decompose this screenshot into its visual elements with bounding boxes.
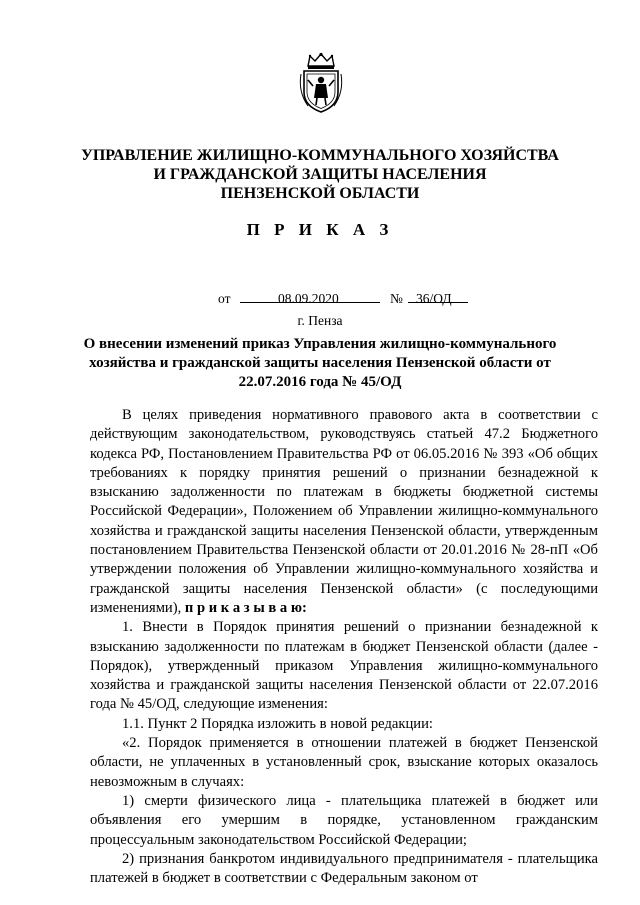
preamble-text: В целях приведения нормативного правового акта в соответствии с действующим законодательством, руководствуясь статьей 47.2 Бюджетного кодекса РФ, Постановлением Правительства РФ от 06.05.2016 № 393 «Об общих требованиях к порядку принятия решений о признании безнадежной к взысканию задолженности по платежам в бюджеты бюджетной системы Российской Федерации», Положением об Управлении жилищно-коммунального хозяйства и гражданской защиты населения Пензенской области, утвержденным постановлением Правительства Пензенской области от 20.01.2016 № 28-пП «Об утверждении положения об Управлении жилищно-коммунального хозяйства и гражданской защиты населения Пензенской области» (с последующими изменениями), [90, 407, 598, 616]
organization-header [60, 146, 580, 203]
order-word: п р и к а з ы в а ю: [184, 599, 307, 616]
number-underline [408, 302, 468, 303]
city: г. Пенза [297, 313, 343, 328]
body-paragraph-1: 1. Внести в Порядок принятия решений о признании безнадежной к взысканию задолженности по платежам в бюджет Пензенской области (далее - Порядок), утвержденный приказом Управления жилищно-коммунального хозяйства и гражданской защиты населения Пензенской области от 22.07.2016 года № 45/ОД, следующие изменения: [90, 619, 598, 713]
number-label: № [390, 291, 403, 306]
body-paragraph-1-1: 1.1. Пункт 2 Порядка изложить в новой редакции: [122, 715, 433, 732]
from-label: от [218, 291, 231, 306]
document-title [80, 335, 560, 392]
document-body [90, 406, 598, 888]
body-paragraph-item-1: 1) смерти физического лица - плательщика платежей в бюджет или объявления его умершим в порядке, установленном гражданским процессуальным законодательством Российской Федерации; [90, 792, 598, 848]
title-line-3: 22.07.2016 года № 45/ОД [238, 374, 402, 390]
title-line-2: хозяйства и гражданской защиты населения Пензенской области от [89, 355, 551, 371]
coat-of-arms-icon [296, 52, 346, 114]
header-line-1: УПРАВЛЕНИЕ ЖИЛИЩНО-КОММУНАЛЬНОГО ХОЗЯЙСТВА [81, 147, 559, 164]
document-date: 08.09.2020 [278, 291, 339, 306]
body-paragraph-preamble [90, 406, 598, 618]
header-line-3: ПЕНЗЕНСКОЙ ОБЛАСТИ [220, 185, 420, 202]
body-paragraph-quote: «2. Порядок применяется в отношении платежей в бюджет Пензенской области, не уплаченных в установленный срок, взыскание которых оказалось невозможным в случаях: [90, 735, 598, 790]
title-line-1: О внесении изменений приказ Управления жилищно-коммунального [83, 336, 557, 352]
header-line-2: И ГРАЖДАНСКОЙ ЗАЩИТЫ НАСЕЛЕНИЯ [153, 166, 487, 183]
date-underline [240, 302, 380, 303]
document-type: П Р И К А З [246, 220, 394, 239]
document-number: 36/ОД [416, 291, 452, 306]
body-paragraph-item-2: 2) признания банкротом индивидуального предпринимателя - плательщика платежей в бюджет в соответствии с Федеральным законом от [90, 850, 598, 887]
